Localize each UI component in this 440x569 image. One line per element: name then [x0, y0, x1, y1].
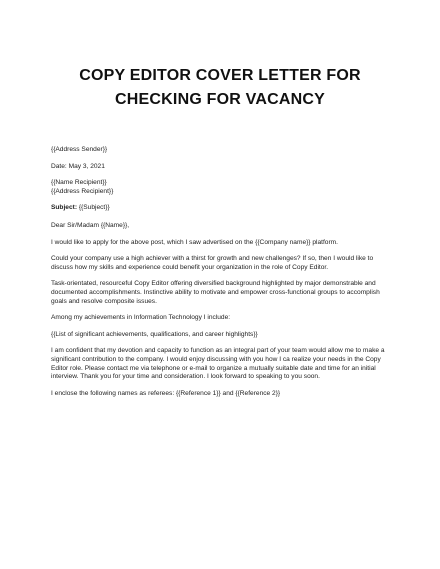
salutation: Dear Sir/Madam {{Name}}, — [51, 221, 130, 229]
name-recipient: {{Name Recipient}} — [51, 179, 107, 187]
paragraph-referees: I enclose the following names as referees: {{Reference 1}} and {{Reference 2}} — [51, 389, 281, 397]
paragraph-apply: I would like to apply for the above post, which I saw advertised on the {{Company name}} platform. — [51, 238, 338, 246]
paragraph-achievements-list: {{List of significant achievements, qualifications, and career highlights}} — [51, 330, 258, 338]
subject-label: Subject: — [51, 204, 78, 212]
letter-body — [51, 146, 396, 398]
letter-title-line-2: CHECKING FOR VACANCY — [115, 91, 325, 108]
letter-title — [20, 64, 420, 112]
subject-line — [51, 204, 396, 213]
paragraph-profile: Task-orientated, resourceful Copy Editor offering diversified background highlighted by major demonstrable and documented accomplishments. Instinctive ability to motivate and empower cross-functional groups to accomplish goals and resolve composite issues. — [51, 280, 380, 305]
paragraph-achiever: Could your company use a high achiever with a thirst for growth and new challenges? If so, then I would like to discuss how my skills and experience could benefit your organization in the role of Copy Editor. — [51, 255, 374, 271]
letter-title-line-1: COPY EDITOR COVER LETTER FOR — [79, 67, 361, 84]
address-sender: {{Address Sender}} — [51, 146, 108, 153]
paragraph-confidence: I am confident that my devotion and capacity to function as an integral part of your team would allow me to make a significant contribution to the company. I would enjoy discussing with you how I ca realize your needs in the Copy Editor role. Please contact me via telephone or e-mail to organize a mutually suitable date and time for an initial interview. Thank you for your time and consideration. I look forward to speaking to you soon. — [51, 347, 385, 381]
letter-date: Date: May 3, 2021 — [51, 162, 105, 170]
subject-value: {{Subject}} — [77, 204, 110, 212]
address-recipient: {{Address Recipient}} — [51, 187, 114, 195]
paragraph-achievements-intro: Among my achievements in Information Technology I include: — [51, 314, 231, 322]
